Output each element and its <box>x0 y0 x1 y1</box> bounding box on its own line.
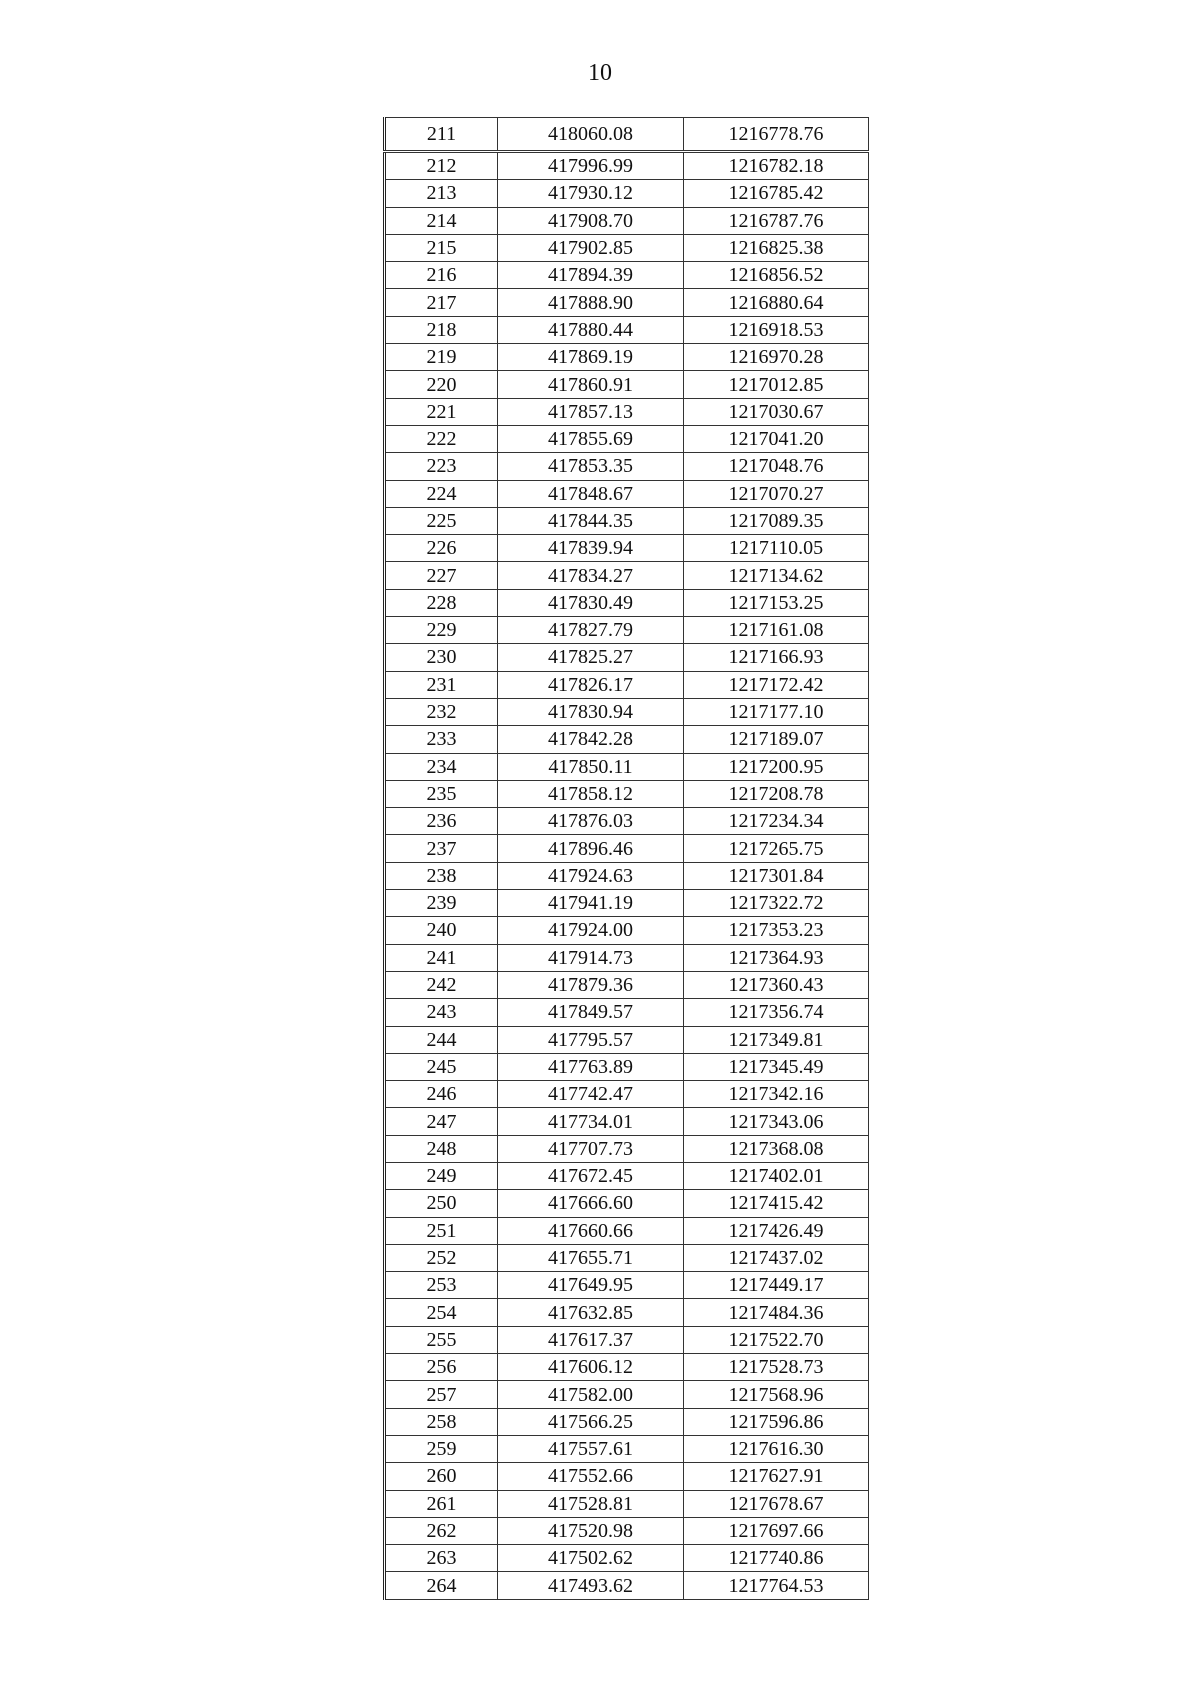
x-coordinate-cell: 417924.63 <box>498 862 684 889</box>
table-row <box>385 1545 869 1572</box>
y-coordinate-cell: 1217048.76 <box>684 453 869 480</box>
table-row <box>385 1517 869 1544</box>
point-number-cell: 237 <box>385 835 498 862</box>
x-coordinate-cell: 417848.67 <box>498 480 684 507</box>
table-row <box>385 944 869 971</box>
y-coordinate-cell: 1217265.75 <box>684 835 869 862</box>
y-coordinate-cell: 1217345.49 <box>684 1053 869 1080</box>
x-coordinate-cell: 417842.28 <box>498 726 684 753</box>
y-coordinate-cell: 1217089.35 <box>684 507 869 534</box>
table-row <box>385 234 869 261</box>
x-coordinate-cell: 417557.61 <box>498 1435 684 1462</box>
x-coordinate-cell: 417830.94 <box>498 698 684 725</box>
table-row <box>385 780 869 807</box>
y-coordinate-cell: 1217200.95 <box>684 753 869 780</box>
x-coordinate-cell: 417896.46 <box>498 835 684 862</box>
y-coordinate-cell: 1217234.34 <box>684 808 869 835</box>
x-coordinate-cell: 417502.62 <box>498 1545 684 1572</box>
point-number-cell: 236 <box>385 808 498 835</box>
x-coordinate-cell: 417763.89 <box>498 1053 684 1080</box>
table-row <box>385 262 869 289</box>
y-coordinate-cell: 1217678.67 <box>684 1490 869 1517</box>
point-number-cell: 255 <box>385 1326 498 1353</box>
point-number-cell: 225 <box>385 507 498 534</box>
y-coordinate-cell: 1217041.20 <box>684 425 869 452</box>
y-coordinate-cell: 1217134.62 <box>684 562 869 589</box>
point-number-cell: 241 <box>385 944 498 971</box>
y-coordinate-cell: 1216778.76 <box>684 118 869 152</box>
point-number-cell: 249 <box>385 1162 498 1189</box>
y-coordinate-cell: 1217740.86 <box>684 1545 869 1572</box>
y-coordinate-cell: 1217301.84 <box>684 862 869 889</box>
point-number-cell: 240 <box>385 917 498 944</box>
point-number-cell: 243 <box>385 999 498 1026</box>
x-coordinate-cell: 417857.13 <box>498 398 684 425</box>
y-coordinate-cell: 1217161.08 <box>684 617 869 644</box>
point-number-cell: 256 <box>385 1354 498 1381</box>
y-coordinate-cell: 1217342.16 <box>684 1081 869 1108</box>
table-row <box>385 890 869 917</box>
y-coordinate-cell: 1217177.10 <box>684 698 869 725</box>
y-coordinate-cell: 1217353.23 <box>684 917 869 944</box>
y-coordinate-cell: 1217426.49 <box>684 1217 869 1244</box>
table-row <box>385 316 869 343</box>
table-row <box>385 562 869 589</box>
y-coordinate-cell: 1217189.07 <box>684 726 869 753</box>
table-row <box>385 1190 869 1217</box>
table-row <box>385 535 869 562</box>
x-coordinate-cell: 417493.62 <box>498 1572 684 1599</box>
point-number-cell: 230 <box>385 644 498 671</box>
table-row <box>385 971 869 998</box>
y-coordinate-cell: 1217208.78 <box>684 780 869 807</box>
point-number-cell: 229 <box>385 617 498 644</box>
point-number-cell: 211 <box>385 118 498 152</box>
x-coordinate-cell: 417924.00 <box>498 917 684 944</box>
y-coordinate-cell: 1216785.42 <box>684 180 869 207</box>
x-coordinate-cell: 417617.37 <box>498 1326 684 1353</box>
table-row <box>385 371 869 398</box>
point-number-cell: 219 <box>385 344 498 371</box>
y-coordinate-cell: 1217364.93 <box>684 944 869 971</box>
point-number-cell: 242 <box>385 971 498 998</box>
x-coordinate-cell: 417632.85 <box>498 1299 684 1326</box>
table-row <box>385 1572 869 1599</box>
x-coordinate-cell: 417844.35 <box>498 507 684 534</box>
point-number-cell: 218 <box>385 316 498 343</box>
table-row <box>385 425 869 452</box>
y-coordinate-cell: 1217415.42 <box>684 1190 869 1217</box>
y-coordinate-cell: 1217070.27 <box>684 480 869 507</box>
table-row <box>385 835 869 862</box>
x-coordinate-cell: 417520.98 <box>498 1517 684 1544</box>
y-coordinate-cell: 1217437.02 <box>684 1244 869 1271</box>
y-coordinate-cell: 1217153.25 <box>684 589 869 616</box>
point-number-cell: 231 <box>385 671 498 698</box>
x-coordinate-cell: 417707.73 <box>498 1135 684 1162</box>
y-coordinate-cell: 1216918.53 <box>684 316 869 343</box>
x-coordinate-cell: 417826.17 <box>498 671 684 698</box>
point-number-cell: 238 <box>385 862 498 889</box>
table-row <box>385 1081 869 1108</box>
y-coordinate-cell: 1217368.08 <box>684 1135 869 1162</box>
x-coordinate-cell: 417941.19 <box>498 890 684 917</box>
x-coordinate-cell: 417825.27 <box>498 644 684 671</box>
table-row <box>385 1026 869 1053</box>
table-row <box>385 862 869 889</box>
coordinates-table <box>383 117 869 1600</box>
point-number-cell: 250 <box>385 1190 498 1217</box>
y-coordinate-cell: 1217349.81 <box>684 1026 869 1053</box>
x-coordinate-cell: 417606.12 <box>498 1354 684 1381</box>
x-coordinate-cell: 417834.27 <box>498 562 684 589</box>
point-number-cell: 247 <box>385 1108 498 1135</box>
x-coordinate-cell: 417582.00 <box>498 1381 684 1408</box>
table-row <box>385 1162 869 1189</box>
table-row <box>385 698 869 725</box>
table-row <box>385 1326 869 1353</box>
point-number-cell: 248 <box>385 1135 498 1162</box>
table-row <box>385 453 869 480</box>
x-coordinate-cell: 417908.70 <box>498 207 684 234</box>
y-coordinate-cell: 1217627.91 <box>684 1463 869 1490</box>
x-coordinate-cell: 417649.95 <box>498 1272 684 1299</box>
y-coordinate-cell: 1216856.52 <box>684 262 869 289</box>
y-coordinate-cell: 1217012.85 <box>684 371 869 398</box>
table-row <box>385 1408 869 1435</box>
table-row <box>385 1053 869 1080</box>
y-coordinate-cell: 1217596.86 <box>684 1408 869 1435</box>
y-coordinate-cell: 1217568.96 <box>684 1381 869 1408</box>
point-number-cell: 222 <box>385 425 498 452</box>
x-coordinate-cell: 417566.25 <box>498 1408 684 1435</box>
table-row <box>385 207 869 234</box>
table-row <box>385 289 869 316</box>
x-coordinate-cell: 417734.01 <box>498 1108 684 1135</box>
x-coordinate-cell: 417996.99 <box>498 152 684 180</box>
table-row <box>385 152 869 180</box>
point-number-cell: 259 <box>385 1435 498 1462</box>
table-row <box>385 1299 869 1326</box>
table-row <box>385 753 869 780</box>
point-number-cell: 245 <box>385 1053 498 1080</box>
x-coordinate-cell: 417839.94 <box>498 535 684 562</box>
point-number-cell: 258 <box>385 1408 498 1435</box>
table-row <box>385 1490 869 1517</box>
x-coordinate-cell: 417655.71 <box>498 1244 684 1271</box>
point-number-cell: 224 <box>385 480 498 507</box>
point-number-cell: 263 <box>385 1545 498 1572</box>
y-coordinate-cell: 1217616.30 <box>684 1435 869 1462</box>
x-coordinate-cell: 417528.81 <box>498 1490 684 1517</box>
point-number-cell: 214 <box>385 207 498 234</box>
point-number-cell: 227 <box>385 562 498 589</box>
x-coordinate-cell: 417888.90 <box>498 289 684 316</box>
coordinates-table-body <box>385 118 869 1600</box>
table-row <box>385 507 869 534</box>
point-number-cell: 221 <box>385 398 498 425</box>
point-number-cell: 257 <box>385 1381 498 1408</box>
x-coordinate-cell: 417858.12 <box>498 780 684 807</box>
point-number-cell: 246 <box>385 1081 498 1108</box>
point-number-cell: 212 <box>385 152 498 180</box>
y-coordinate-cell: 1216880.64 <box>684 289 869 316</box>
table-row <box>385 398 869 425</box>
y-coordinate-cell: 1217360.43 <box>684 971 869 998</box>
table-row <box>385 1135 869 1162</box>
x-coordinate-cell: 417849.57 <box>498 999 684 1026</box>
point-number-cell: 217 <box>385 289 498 316</box>
x-coordinate-cell: 417672.45 <box>498 1162 684 1189</box>
y-coordinate-cell: 1217449.17 <box>684 1272 869 1299</box>
table-row <box>385 118 869 152</box>
point-number-cell: 239 <box>385 890 498 917</box>
point-number-cell: 228 <box>385 589 498 616</box>
point-number-cell: 234 <box>385 753 498 780</box>
x-coordinate-cell: 417830.49 <box>498 589 684 616</box>
y-coordinate-cell: 1216825.38 <box>684 234 869 261</box>
point-number-cell: 223 <box>385 453 498 480</box>
y-coordinate-cell: 1217030.67 <box>684 398 869 425</box>
x-coordinate-cell: 417742.47 <box>498 1081 684 1108</box>
x-coordinate-cell: 418060.08 <box>498 118 684 152</box>
y-coordinate-cell: 1217322.72 <box>684 890 869 917</box>
table-row <box>385 1217 869 1244</box>
table-row <box>385 180 869 207</box>
point-number-cell: 262 <box>385 1517 498 1544</box>
table-row <box>385 808 869 835</box>
point-number-cell: 254 <box>385 1299 498 1326</box>
x-coordinate-cell: 417850.11 <box>498 753 684 780</box>
table-row <box>385 644 869 671</box>
x-coordinate-cell: 417880.44 <box>498 316 684 343</box>
x-coordinate-cell: 417860.91 <box>498 371 684 398</box>
table-row <box>385 480 869 507</box>
x-coordinate-cell: 417894.39 <box>498 262 684 289</box>
table-row <box>385 617 869 644</box>
y-coordinate-cell: 1217484.36 <box>684 1299 869 1326</box>
y-coordinate-cell: 1217528.73 <box>684 1354 869 1381</box>
x-coordinate-cell: 417853.35 <box>498 453 684 480</box>
x-coordinate-cell: 417795.57 <box>498 1026 684 1053</box>
table-row <box>385 1463 869 1490</box>
x-coordinate-cell: 417827.79 <box>498 617 684 644</box>
table-row <box>385 671 869 698</box>
y-coordinate-cell: 1217343.06 <box>684 1108 869 1135</box>
y-coordinate-cell: 1217402.01 <box>684 1162 869 1189</box>
y-coordinate-cell: 1217697.66 <box>684 1517 869 1544</box>
point-number-cell: 220 <box>385 371 498 398</box>
point-number-cell: 261 <box>385 1490 498 1517</box>
point-number-cell: 233 <box>385 726 498 753</box>
point-number-cell: 253 <box>385 1272 498 1299</box>
y-coordinate-cell: 1216787.76 <box>684 207 869 234</box>
point-number-cell: 260 <box>385 1463 498 1490</box>
page-number: 10 <box>588 60 612 86</box>
table-row <box>385 589 869 616</box>
point-number-cell: 251 <box>385 1217 498 1244</box>
x-coordinate-cell: 417855.69 <box>498 425 684 452</box>
y-coordinate-cell: 1217356.74 <box>684 999 869 1026</box>
x-coordinate-cell: 417666.60 <box>498 1190 684 1217</box>
x-coordinate-cell: 417552.66 <box>498 1463 684 1490</box>
x-coordinate-cell: 417930.12 <box>498 180 684 207</box>
point-number-cell: 244 <box>385 1026 498 1053</box>
point-number-cell: 264 <box>385 1572 498 1599</box>
table-row <box>385 917 869 944</box>
table-row <box>385 1272 869 1299</box>
point-number-cell: 226 <box>385 535 498 562</box>
table-row <box>385 1381 869 1408</box>
x-coordinate-cell: 417876.03 <box>498 808 684 835</box>
y-coordinate-cell: 1217166.93 <box>684 644 869 671</box>
point-number-cell: 252 <box>385 1244 498 1271</box>
y-coordinate-cell: 1216970.28 <box>684 344 869 371</box>
x-coordinate-cell: 417660.66 <box>498 1217 684 1244</box>
table-row <box>385 726 869 753</box>
y-coordinate-cell: 1217172.42 <box>684 671 869 698</box>
x-coordinate-cell: 417869.19 <box>498 344 684 371</box>
point-number-cell: 232 <box>385 698 498 725</box>
y-coordinate-cell: 1217764.53 <box>684 1572 869 1599</box>
x-coordinate-cell: 417879.36 <box>498 971 684 998</box>
y-coordinate-cell: 1217110.05 <box>684 535 869 562</box>
point-number-cell: 213 <box>385 180 498 207</box>
x-coordinate-cell: 417914.73 <box>498 944 684 971</box>
table-row <box>385 999 869 1026</box>
table-row <box>385 1244 869 1271</box>
table-row <box>385 1108 869 1135</box>
point-number-cell: 216 <box>385 262 498 289</box>
y-coordinate-cell: 1217522.70 <box>684 1326 869 1353</box>
table-row <box>385 344 869 371</box>
table-row <box>385 1435 869 1462</box>
table-row <box>385 1354 869 1381</box>
y-coordinate-cell: 1216782.18 <box>684 152 869 180</box>
point-number-cell: 235 <box>385 780 498 807</box>
point-number-cell: 215 <box>385 234 498 261</box>
x-coordinate-cell: 417902.85 <box>498 234 684 261</box>
